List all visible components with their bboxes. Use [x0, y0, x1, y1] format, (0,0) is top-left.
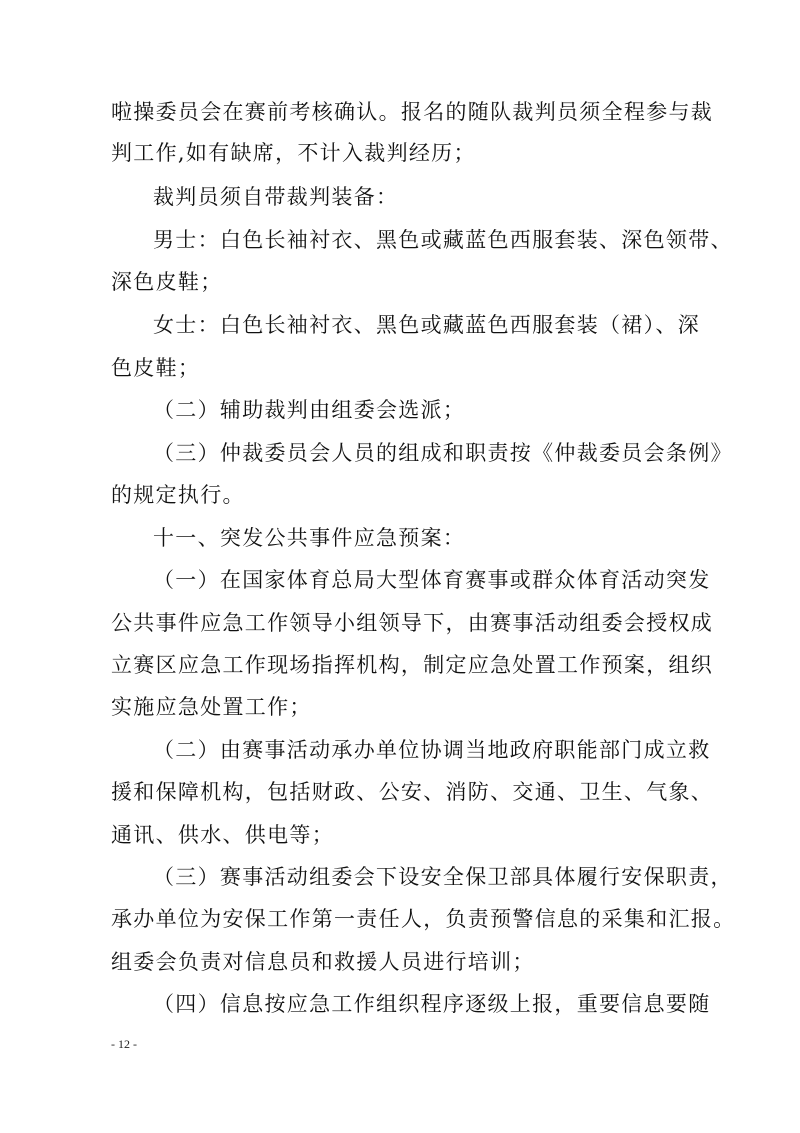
text-line: （三）仲裁委员会人员的组成和职责按《仲裁委员会条例》 — [153, 441, 733, 465]
text-line: 裁判员须自带裁判装备： — [153, 185, 399, 209]
text-line: 援和保障机构，包括财政、公安、消防、交通、卫生、气象、 — [111, 780, 714, 804]
text-line: 实施应急处置工作； — [111, 695, 312, 719]
text-line: （四）信息按应急工作组织程序逐级上报，重要信息要随 — [153, 992, 711, 1016]
text-line: 组委会负责对信息员和救援人员进行培训； — [111, 950, 535, 974]
text-line: 通讯、供水、供电等； — [111, 823, 334, 847]
text-line: 承办单位为安保工作第一责任人，负责预警信息的采集和汇报。 — [111, 907, 736, 931]
text-line: 公共事件应急工作领导小组领导下，由赛事活动组委会授权成 — [111, 611, 714, 635]
text-line: 的规定执行。 — [111, 483, 245, 507]
text-line: 女士：白色长袖衬衣、黑色或藏蓝色西服套装（裙）、深 — [153, 313, 700, 337]
text-line: 男士：白色长袖衬衣、黑色或藏蓝色西服套装、深色领带、 — [153, 228, 733, 252]
text-line: 色皮鞋； — [111, 356, 201, 380]
text-line: 立赛区应急工作现场指挥机构，制定应急处置工作预案，组织 — [111, 653, 714, 677]
text-line: 啦操委员会在赛前考核确认。报名的随队裁判员须全程参与裁 — [111, 100, 714, 124]
text-line: （三）赛事活动组委会下设安全保卫部具体履行安保职责， — [153, 865, 733, 889]
text-line: 判工作,如有缺席，不计入裁判经历； — [111, 141, 476, 165]
text-line: （一）在国家体育总局大型体育赛事或群众体育活动突发 — [153, 568, 711, 592]
page-number: - 12 - — [111, 1037, 137, 1051]
text-line: （二）由赛事活动承办单位协调当地政府职能部门成立救 — [153, 738, 711, 762]
text-line: （二）辅助裁判由组委会选派； — [153, 398, 466, 422]
text-line: 深色皮鞋； — [111, 270, 223, 294]
section-heading: 十一、突发公共事件应急预案： — [153, 526, 466, 550]
